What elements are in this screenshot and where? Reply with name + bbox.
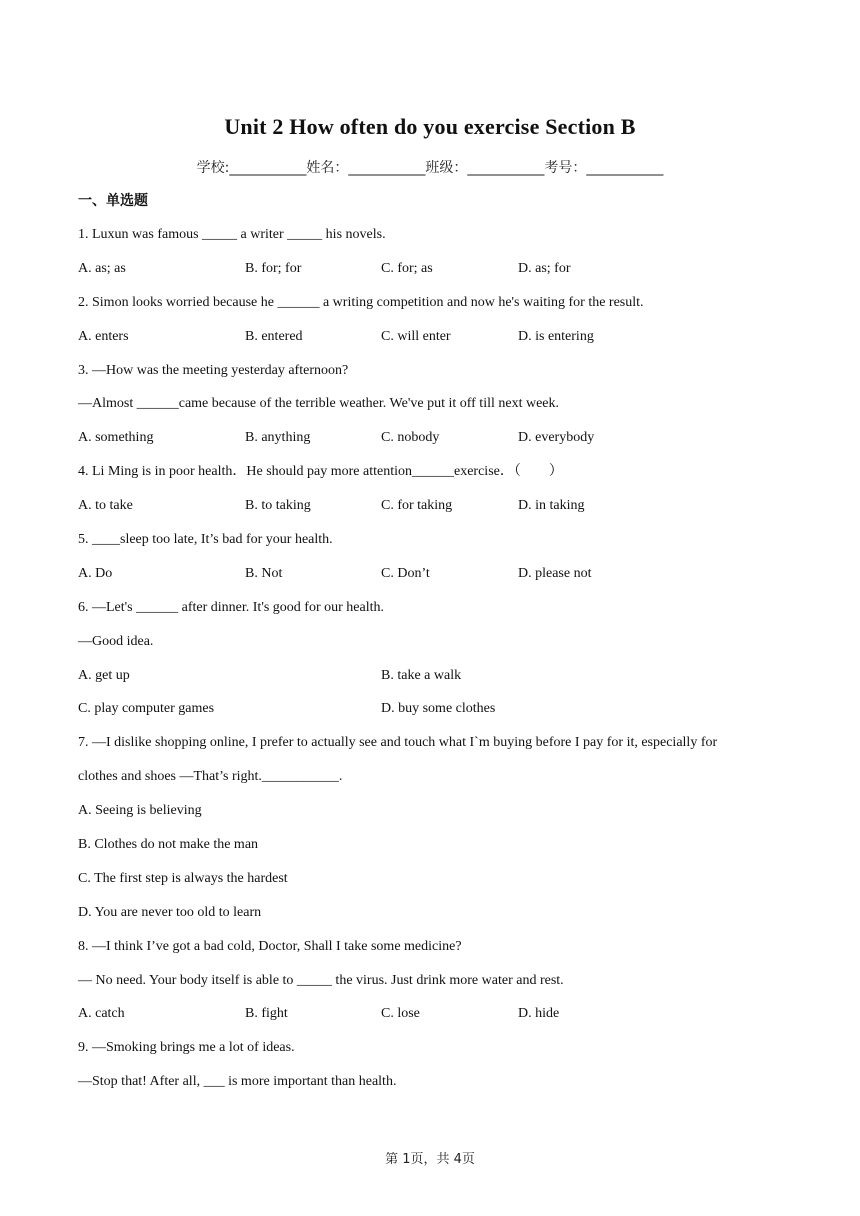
option: C. lose [381, 1006, 420, 1022]
question-stem: 4. Li Ming is in poor health．He should pay more attention______exercise．（ ） [78, 464, 563, 480]
page-title: Unit 2 How often do you exercise Section B [224, 114, 636, 139]
option-row [78, 320, 778, 354]
option: B. Not [245, 565, 283, 581]
question-stem: 5. ____sleep too late, It’s bad for your health. [78, 532, 333, 548]
option-row [78, 659, 778, 693]
question-stem: 2. Simon looks worried because he ______ a writing competition and now he's waiting for the result. [78, 294, 644, 310]
option: D. please not [518, 565, 592, 581]
question-list [78, 218, 778, 1099]
option-row [78, 997, 778, 1031]
option: D. in taking [518, 498, 585, 514]
question-stem: —Good idea. [78, 633, 154, 649]
question-stem: 7. —I dislike shopping online, I prefer to actually see and touch what I`m buying before I pay for it, especially for [78, 735, 718, 751]
class-field: 班级：___________ [425, 160, 545, 176]
question-stem: —Almost ______came because of the terrible weather. We've put it off till next week. [78, 396, 560, 412]
option: D. is entering [518, 328, 594, 344]
option: B. fight [245, 1006, 288, 1022]
option: A. enters [78, 328, 129, 344]
option: D. You are never too old to learn [78, 904, 262, 920]
exam-number-field: 考号：___________ [544, 160, 664, 176]
option: B. to taking [245, 498, 311, 514]
option: A. get up [78, 667, 130, 683]
option: A. to take [78, 498, 133, 514]
option: B. anything [245, 430, 311, 446]
option-row [78, 489, 778, 523]
option: C. Don’t [381, 565, 430, 581]
option: A. Seeing is believing [78, 803, 202, 819]
option: B. for; for [245, 260, 302, 276]
option: B. entered [245, 328, 303, 344]
option: C. will enter [381, 328, 451, 344]
question-stem: 3. —How was the meeting yesterday afternoon? [78, 362, 349, 378]
question-stem: 1. Luxun was famous _____ a writer _____ his novels. [78, 227, 386, 242]
option: A. Do [78, 565, 113, 581]
option: A. catch [78, 1006, 125, 1022]
option: C. The first step is always the hardest [78, 870, 288, 886]
question-stem: —Stop that! After all, ___ is more important than health. [78, 1074, 397, 1090]
question-stem: 9. —Smoking brings me a lot of ideas. [78, 1040, 295, 1056]
option: A. as; as [78, 260, 126, 276]
option: C. nobody [381, 430, 440, 446]
option-row [78, 421, 778, 455]
option: C. for taking [381, 498, 453, 514]
section-heading: 一、单选题 [78, 193, 148, 209]
option: A. something [78, 430, 154, 446]
student-info-line [0, 157, 860, 177]
option: C. play computer games [78, 701, 215, 717]
option-row [78, 692, 778, 726]
option: C. for; as [381, 260, 433, 276]
option: B. take a walk [381, 667, 462, 683]
option: D. hide [518, 1006, 560, 1022]
option: B. Clothes do not make the man [78, 837, 259, 853]
page-footer: 第 1页，共 4页 [385, 1152, 475, 1167]
option-row [78, 557, 778, 591]
name-field: 姓名：___________ [306, 160, 426, 176]
question-stem: 6. —Let's ______ after dinner. It's good for our health. [78, 599, 384, 615]
question-stem: clothes and shoes —That’s right.___________. [78, 769, 343, 785]
option: D. buy some clothes [381, 701, 496, 717]
question-stem: 8. —I think I’ve got a bad cold, Doctor, Shall I take some medicine? [78, 938, 462, 954]
question-stem: — No need. Your body itself is able to _____ the virus. Just drink more water and rest. [78, 972, 564, 988]
option: D. as; for [518, 260, 571, 276]
school-field: 学校:___________ [196, 160, 307, 176]
option: D. everybody [518, 430, 595, 446]
option-row [78, 252, 778, 286]
